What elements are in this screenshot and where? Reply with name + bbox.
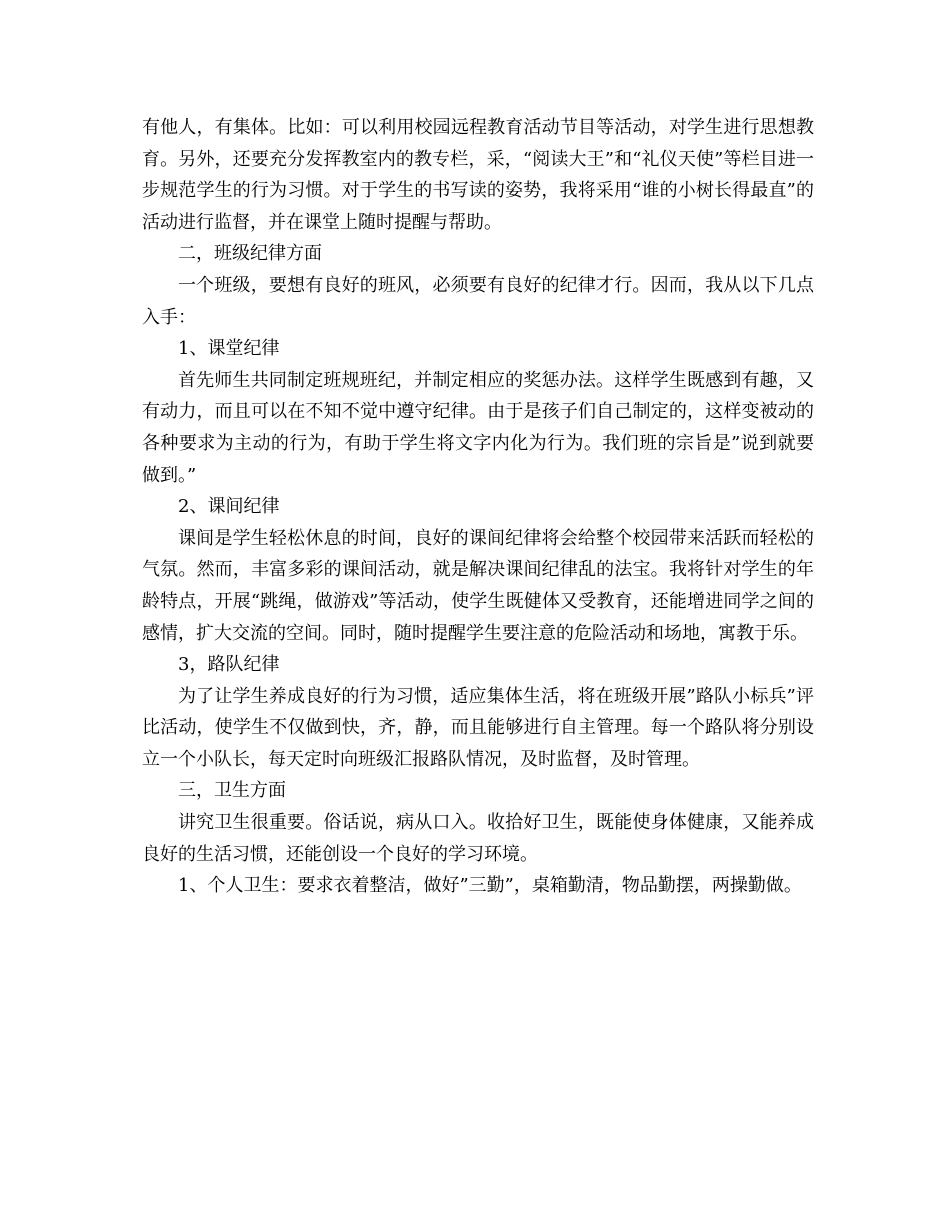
subheading-break-discipline: 2、课间纪律 (178, 496, 280, 518)
subheading-queue-discipline: 3，路队纪律 (178, 654, 280, 676)
section-heading-hygiene: 三，卫生方面 (178, 780, 286, 802)
paragraph-continued: 有他人，有集体。比如：可以利用校园远程教育活动节目等活动，对学生进行思想教育。另外，还要充分发挥教室内的教专栏，采，“阅读大王”和“礼仪天使”等栏目进一步规范学生的行为习惯。对于学生的书写读的姿势，我将采用“谁的小树长得最直”的活动进行监督，并在课堂上随时提醒与帮助。 (142, 117, 814, 233)
document-body (142, 112, 814, 902)
paragraph-discipline-intro: 一个班级，要想有良好的班风，必须要有良好的纪律才行。因而，我从以下几点入手： (142, 274, 814, 328)
paragraph-personal-hygiene: 1、个人卫生：要求衣着整洁，做好”三勤”，桌箱勤清，物品勤摆，两操勤做。 (178, 875, 802, 897)
section-heading-class-discipline: 二，班级纪律方面 (178, 243, 322, 265)
paragraph-classroom-discipline: 首先师生共同制定班规班纪，并制定相应的奖惩办法。这样学生既感到有趣，又有动力，而且可以在不知不觉中遵守纪律。由于是孩子们自己制定的，这样变被动的各种要求为主动的行为，有助于学生将文字内化为行为。我们班的宗旨是”说到就要做到。” (142, 369, 814, 486)
subheading-classroom-discipline: 1、课堂纪律 (178, 338, 280, 360)
paragraph-queue-discipline: 为了让学生养成良好的行为习惯，适应集体生活，将在班级开展”路队小标兵”评比活动，使学生不仅做到快，齐，静，而且能够进行自主管理。每一个路队将分别设立一个小队长，每天定时向班级汇报路队情况，及时监督，及时管理。 (142, 685, 814, 770)
paragraph-break-discipline: 课间是学生轻松休息的时间，良好的课间纪律将会给整个校园带来活跃而轻松的气氛。然而，丰富多彩的课间活动，就是解决课间纪律乱的法宝。我将针对学生的年龄特点，开展“跳绳，做游戏”等活动，使学生既健体又受教育，还能增进同学之间的感情，扩大交流的空间。同时，随时提醒学生要注意的危险活动和场地，寓教于乐。 (142, 527, 814, 644)
paragraph-hygiene-intro: 讲究卫生很重要。俗话说，病从口入。收拾好卫生，既能使身体健康，又能养成良好的生活习惯，还能创设一个良好的学习环境。 (142, 812, 814, 865)
